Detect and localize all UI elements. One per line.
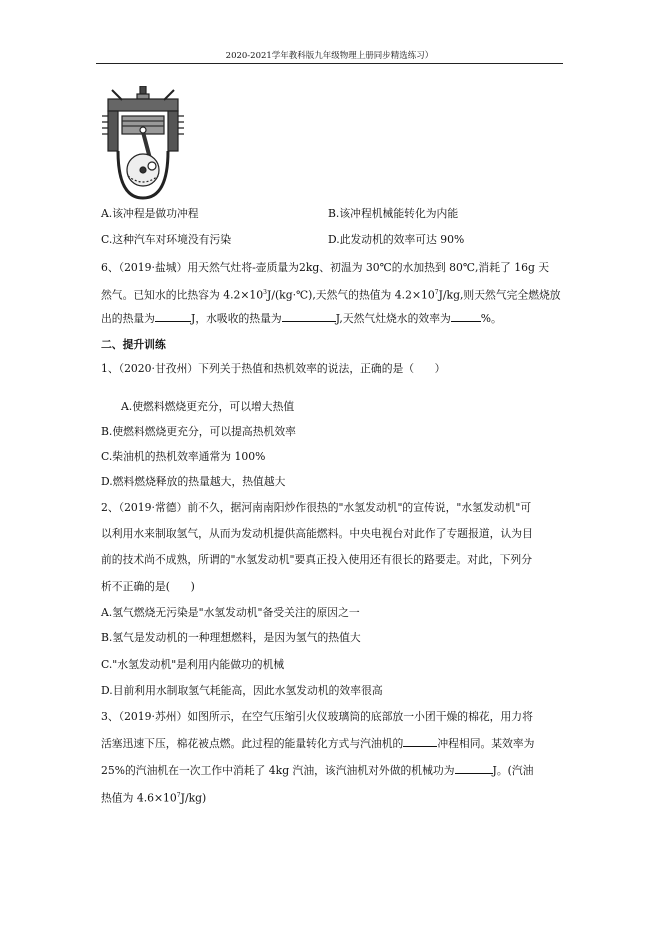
- q6-line-3: 出的热量为 J，水吸收的热量为 J,天然气灶烧水的效率为 %。: [101, 312, 502, 325]
- q6-line-1: 6、（2019·盐城）用天然气灶将-壶质量为2kg、初温为 30℃的水加热到 80℃,消耗了 16g 天: [101, 261, 550, 274]
- option-a: A.该冲程是做功冲程: [101, 207, 199, 220]
- q2-option-b: B.氢气是发动机的一种理想燃料，是因为氢气的热值大: [101, 631, 361, 644]
- q2-line-3: 前的技术尚不成熟，所谓的"水氢发动机"要真正投入使用还有很长的路要走。对此，下列分: [101, 553, 533, 566]
- section-title: 二、提升训练: [101, 338, 166, 351]
- q2-line-2: 以利用水来制取氢气，从而为发动机提供高能燃料。中央电视台对此作了专题报道，认为目: [101, 527, 533, 540]
- q2-option-a: A.氢气燃烧无污染是"水氢发动机"备受关注的原因之一: [101, 606, 360, 619]
- engine-stroke-diagram: [100, 86, 186, 202]
- answer-blank[interactable]: [403, 736, 437, 747]
- q2-line-4: 析不正确的是( ): [101, 580, 195, 593]
- answer-blank[interactable]: [282, 311, 336, 322]
- q1-option-c: C.柴油机的热机效率通常为 100%: [101, 450, 266, 463]
- q3-line-1: 3、（2019·苏州）如图所示，在空气压缩引火仪玻璃筒的底部放一小团干燥的棉花，用力将: [101, 710, 533, 723]
- q6-line-2: 然气。已知水的比热容为 $4.2\times 10^3J/(kg\cdot℃)$,天然气的热值为 $4.2\times 10^7J/kg$,则天然气完全燃烧放: [101, 288, 561, 302]
- answer-blank[interactable]: [455, 763, 493, 774]
- q1-option-d: D.燃料燃烧释放的热量越大，热值越大: [101, 475, 286, 488]
- q1-stem: 1、（2020·甘孜州）下列关于热值和热机效率的说法，正确的是（ ）: [101, 362, 446, 375]
- q2-option-c: C."水氢发动机"是利用内能做功的机械: [101, 658, 285, 671]
- q3-line-3: 25%的汽油机在一次工作中消耗了 4kg 汽油，该汽油机对外做的机械功为 J。(汽油: [101, 764, 534, 777]
- answer-blank[interactable]: [155, 311, 191, 322]
- q2-line-1: 2、（2019·常德）前不久，据河南南阳炒作很热的"水氢发动机"的宣传说，"水氢发动机"可: [101, 501, 532, 514]
- q3-line-2: 活塞迅速下压，棉花被点燃。此过程的能量转化方式与汽油机的 冲程相同。某效率为: [101, 737, 535, 750]
- option-b: B.该冲程机械能转化为内能: [328, 207, 459, 220]
- page-header: 2020-2021学年教科版九年级物理上册同步精选练习）: [96, 49, 563, 64]
- option-c: C.这种汽车对环境没有污染: [101, 233, 232, 246]
- q3-line-4: 热值为 $4.6\times 10^7J/kg$): [101, 791, 207, 805]
- option-d: D.此发动机的效率可达 90%: [328, 233, 465, 246]
- answer-blank[interactable]: [451, 311, 481, 322]
- q1-option-b: B.使燃料燃烧更充分，可以提高热机效率: [101, 425, 296, 438]
- q1-option-a: A.使燃料燃烧更充分，可以增大热值: [121, 400, 295, 413]
- q2-option-d: D.目前利用水制取氢气耗能高，因此水氢发动机的效率很高: [101, 684, 383, 697]
